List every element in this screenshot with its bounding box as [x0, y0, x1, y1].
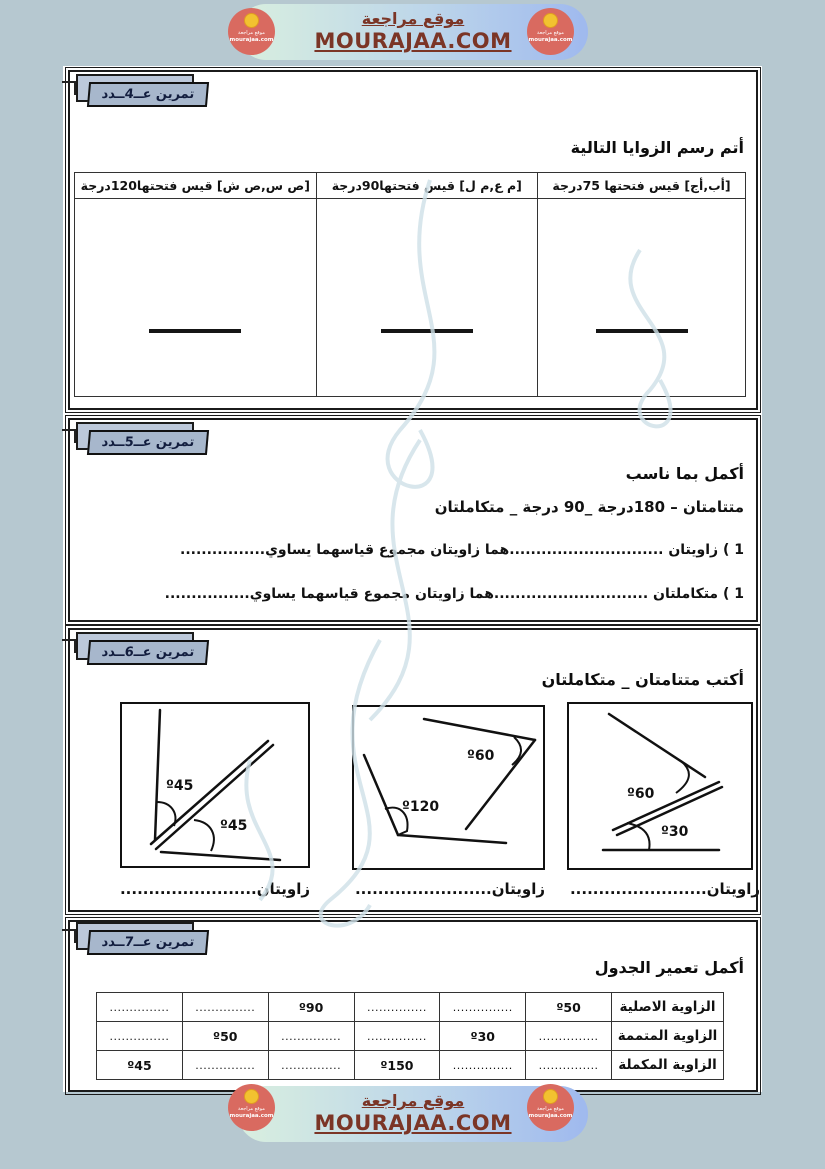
angle-value-label: º60	[467, 748, 495, 764]
angle-value-label: º60	[627, 786, 655, 802]
table-cell: ...............	[526, 1051, 612, 1080]
footer-banner-site: MOURAJAA.COM	[314, 1111, 512, 1136]
footer-banner-title: موقع مراجعة	[361, 1091, 465, 1111]
badge-text-en: mourajaa.com	[528, 36, 573, 43]
diagram-caption: زاويتان........................	[569, 880, 761, 898]
table-row	[97, 993, 724, 1022]
exercise-4-table	[74, 172, 746, 397]
badge-text-ar: موقع مراجعة	[238, 30, 265, 36]
exercise-5-section	[68, 418, 758, 622]
table-cell: ...............	[268, 1051, 354, 1080]
badge-logo-icon	[543, 1089, 558, 1104]
badge-logo-icon	[244, 1089, 259, 1104]
row-label: الزاوية الاصلية	[612, 993, 724, 1022]
exercise-5-tab-label: تمرين عــ5ــدد	[101, 435, 195, 450]
exercise-4-tab	[84, 79, 208, 111]
table-cell: ...............	[354, 993, 440, 1022]
exercise-6-tab	[84, 637, 208, 669]
exercise-4-section	[68, 70, 758, 410]
table-cell: ...............	[97, 993, 183, 1022]
angle-value-label: º120	[402, 799, 440, 815]
badge-text-ar: موقع مراجعة	[537, 30, 564, 36]
exercise-7-tab	[84, 927, 208, 959]
diagram-caption: زاويتان........................	[119, 880, 311, 898]
table-cell: º150	[354, 1051, 440, 1080]
table-cell: ...............	[268, 1022, 354, 1051]
table-cell: ...............	[182, 993, 268, 1022]
diagram-caption: زاويتان........................	[354, 880, 546, 898]
badge-text-ar: موقع مراجعة	[238, 1106, 265, 1112]
fill-in-line: 1 ) متكاملتان .............................هما زاويتان مجموع قياسهما يساوي................	[164, 586, 744, 602]
row-label: الزاوية المتممة	[612, 1022, 724, 1051]
header-banner-title: موقع مراجعة	[361, 9, 465, 29]
footer-badge-left	[228, 1084, 275, 1131]
badge-logo-icon	[543, 13, 558, 28]
table-cell: º50	[526, 993, 612, 1022]
footer-badge-right	[527, 1084, 574, 1131]
base-segment	[149, 329, 241, 333]
angle-column-header: [م ع,م ل] قيس فتحتها90درجة	[316, 173, 537, 199]
header-banner-site: MOURAJAA.COM	[314, 29, 512, 54]
exercise-5-instruction: أكمل بما ناسب	[625, 464, 744, 483]
exercise-6-tab-label: تمرين عــ6ــدد	[101, 645, 195, 660]
angle-value-label: º45	[220, 818, 248, 834]
badge-text-en: mourajaa.com	[229, 1112, 274, 1119]
angle-value-label: º30	[661, 824, 689, 840]
table-cell: º90	[268, 993, 354, 1022]
angles-table	[96, 992, 724, 1080]
table-cell: ...............	[526, 1022, 612, 1051]
draw-angle-cell	[316, 199, 537, 397]
draw-angle-cell	[75, 199, 317, 397]
exercise-6-instruction: أكتب متتامتان _ متكاملتان	[541, 670, 744, 689]
exercise-4-instruction: أتم رسم الزوايا التالية	[570, 138, 744, 157]
angle-value-label: º45	[166, 778, 194, 794]
base-segment	[381, 329, 473, 333]
badge-text-en: mourajaa.com	[528, 1112, 573, 1119]
badge-logo-icon	[244, 13, 259, 28]
table-row	[97, 1022, 724, 1051]
row-label: الزاوية المكملة	[612, 1051, 724, 1080]
table-cell: º30	[440, 1022, 526, 1051]
base-segment	[596, 329, 688, 333]
draw-angle-cell	[538, 199, 746, 397]
tab-connector	[62, 929, 76, 943]
header-badge-right	[527, 8, 574, 55]
badge-text-en: mourajaa.com	[229, 36, 274, 43]
tab-connector	[62, 639, 76, 653]
fill-in-line: 1 ) زاويتان .............................هما زاويتان مجموع قياسهما يساوي................	[180, 542, 744, 558]
exercise-7-tab-label: تمرين عــ7ــدد	[101, 935, 195, 950]
table-cell: ...............	[182, 1051, 268, 1080]
tab-connector	[62, 429, 76, 443]
exercise-4-tab-label: تمرين عــ4ــدد	[101, 87, 195, 102]
angle-column-header: [أب,أج] قيس فتحتها 75درجة	[538, 173, 746, 199]
exercise-6-section	[68, 628, 758, 912]
badge-text-ar: موقع مراجعة	[537, 1106, 564, 1112]
table-cell: ...............	[440, 1051, 526, 1080]
table-row	[97, 1051, 724, 1080]
table-cell: ...............	[354, 1022, 440, 1051]
table-cell: º45	[97, 1051, 183, 1080]
tab-connector	[62, 81, 76, 95]
table-cell: ...............	[97, 1022, 183, 1051]
exercise-7-section	[68, 920, 758, 1092]
word-bank: متتامتان – 180درجة _90 درجة _ متكاملتان	[434, 498, 744, 516]
exercise-5-tab	[84, 427, 208, 459]
table-cell: ...............	[440, 993, 526, 1022]
table-cell: º50	[182, 1022, 268, 1051]
header-badge-left	[228, 8, 275, 55]
exercise-7-instruction: أكمل تعمير الجدول	[594, 958, 744, 977]
angle-column-header: [ص س,ص ش] قيس فتحتها120درجة	[75, 173, 317, 199]
